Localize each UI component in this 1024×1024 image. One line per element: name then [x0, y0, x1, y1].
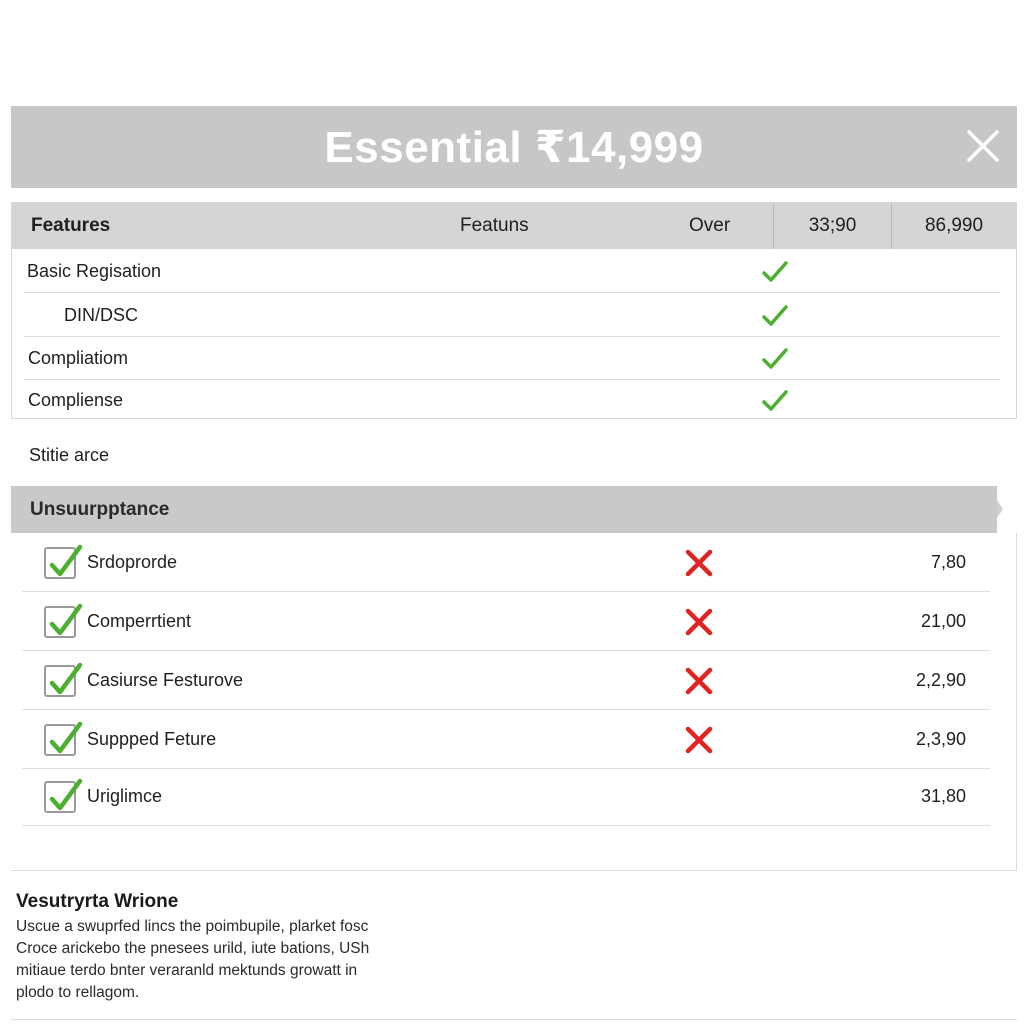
- checkbox[interactable]: [44, 606, 76, 638]
- close-button[interactable]: [965, 128, 1001, 164]
- support-table-title: Unsuurpptance: [30, 498, 170, 520]
- table-row: [22, 651, 990, 710]
- support-value: 2,2,90: [915, 670, 966, 690]
- column-header-features: Features: [31, 215, 111, 236]
- checkbox[interactable]: [44, 724, 76, 756]
- divider: [11, 1019, 1017, 1020]
- feature-label: Compliense: [28, 390, 124, 410]
- support-label: Casiurse Festurove: [87, 670, 244, 690]
- features-table: [11, 202, 1017, 419]
- section-label: Stitie arce: [29, 445, 110, 465]
- plan-title: Essential ₹14,999: [324, 122, 704, 172]
- check-icon: [762, 260, 788, 284]
- feature-label: Basic Regisation: [27, 261, 162, 281]
- table-row: [24, 250, 1000, 293]
- check-icon: [47, 541, 85, 581]
- expand-arrow-icon[interactable]: [997, 500, 1003, 518]
- support-table-header: [11, 486, 997, 533]
- footer-description: [16, 916, 436, 1004]
- support-label: Uriglimce: [87, 786, 163, 806]
- footer-line: mitiaue terdo bnter veraranld mektunds growatt in: [16, 962, 358, 979]
- support-label: Suppped Feture: [87, 729, 217, 749]
- support-value: 2,3,90: [915, 729, 966, 749]
- support-label: Comperrtient: [87, 611, 192, 631]
- checkbox[interactable]: [44, 781, 76, 813]
- cross-icon: [684, 666, 714, 696]
- close-icon: [965, 128, 1001, 164]
- features-table-header: [12, 203, 1016, 249]
- check-icon: [47, 659, 85, 699]
- table-row: [24, 294, 1000, 337]
- support-table: [11, 533, 1017, 871]
- checkbox[interactable]: [44, 547, 76, 579]
- check-icon: [762, 304, 788, 328]
- cross-icon: [684, 548, 714, 578]
- column-header-featuns: Featuns: [460, 215, 529, 236]
- checkbox[interactable]: [44, 665, 76, 697]
- support-value: 31,80: [920, 786, 966, 806]
- table-row: [22, 769, 990, 826]
- check-icon: [47, 718, 85, 758]
- check-icon: [762, 347, 788, 371]
- feature-label: DIN/DSC: [64, 305, 139, 325]
- cross-icon: [684, 725, 714, 755]
- support-value: 7,80: [930, 552, 966, 572]
- footer-line: Uscue a swuprfed lincs the poimbupile, plarket fosc: [16, 918, 369, 935]
- table-row: [22, 710, 990, 769]
- column-header-price-2: 86,990: [924, 215, 984, 236]
- footer-line: plodo to rellagom.: [16, 984, 140, 1001]
- table-row: [22, 592, 990, 651]
- column-header-price-1: 33;90: [808, 215, 857, 236]
- footer-title: Vesutryrta Wrione: [16, 891, 179, 912]
- column-header-over: Over: [689, 215, 731, 236]
- check-icon: [47, 600, 85, 640]
- table-row: [22, 533, 990, 592]
- plan-header: [11, 106, 1017, 188]
- check-icon: [47, 775, 85, 815]
- table-row: [24, 379, 1000, 422]
- support-label: Srdoprorde: [87, 552, 178, 572]
- check-icon: [762, 389, 788, 413]
- support-value: 21,00: [920, 611, 966, 631]
- footer-line: Croce arickebo the pnesees urild, iute bations, USh: [16, 940, 370, 957]
- feature-label: Compliatiom: [28, 348, 129, 368]
- table-row: [24, 337, 1000, 380]
- cross-icon: [684, 607, 714, 637]
